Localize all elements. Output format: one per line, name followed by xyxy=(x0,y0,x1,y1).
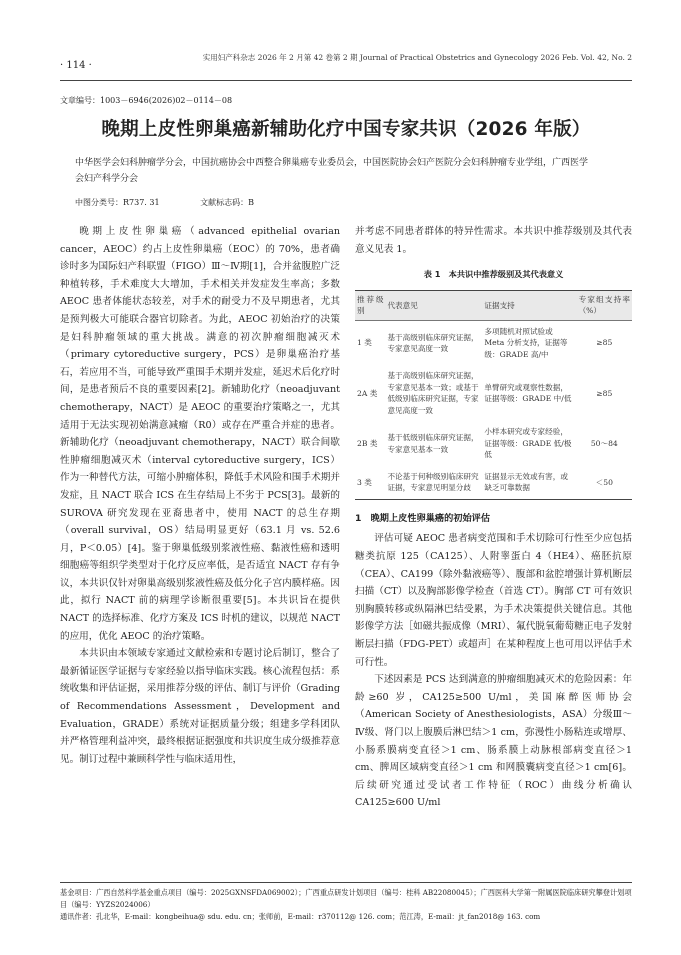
table-cell: ≥85 xyxy=(596,388,613,398)
table-cell: 多项随机对照试验或 Meta 分析支持，证据等级：GRADE 高/中 xyxy=(484,326,568,359)
recommendation-table xyxy=(355,290,632,500)
table-cell: 证据显示无效或有害，或缺乏可靠数据 xyxy=(482,466,576,500)
funding-note: 基金项目：广西自然科学基金重点项目（编号：2025GXNSFDA069002）；广西重点研发计划项目（编号：桂科 AB22080045）；广西医科大学第一附属医院临床研究攀登计划项目（编号：YYZS2024006） xyxy=(60,888,632,909)
table-cell: 小样本研究或专家经验，证据等级：GRADE 低/极低 xyxy=(484,427,572,460)
table-cell: ＜50 xyxy=(577,466,632,500)
document-code: 文献标志码：B xyxy=(200,198,254,207)
table-cell: 2B 类 xyxy=(357,438,378,448)
class-number: 中图分类号：R737. 31 xyxy=(75,198,160,207)
left-column xyxy=(60,223,340,768)
classification-row xyxy=(75,197,292,208)
body-paragraph: 本共识由本领域专家通过文献检索和专题讨论后制订，整合了最新循证医学证据与专家经验以指导临床实践。核心流程包括：系统收集和评估证据，采用推荐分级的评估、制订与评价（Grading of Recommendations Assessment，Development and Evaluation，GRADE）系统对证据质量分级；组建多学科团队并严格管理利益冲突，最终根据证据强度和共识度生成分级推荐意见。制订过程中兼顾科学性与临床适用性， xyxy=(60,648,340,765)
table-cell: 2A 类 xyxy=(357,388,378,398)
body-paragraph: 并考虑不同患者群体的特异性需求。本共识中推荐级别及其代表意义见表 1。 xyxy=(355,226,632,255)
table-header-row xyxy=(355,290,632,320)
table-header-cell: 推荐级别 xyxy=(355,290,385,320)
table-cell: 基于低级别临床研究证据，专家意见基本一致 xyxy=(387,433,479,454)
table-cell: 50～84 xyxy=(590,438,618,448)
table-row xyxy=(355,365,632,421)
table-row xyxy=(355,320,632,365)
table-cell: 3 类 xyxy=(355,466,385,500)
table-caption: 表 1 本共识中推荐级别及其代表意义 xyxy=(423,269,564,280)
author-list: 中华医学会妇科肿瘤学分会，中国抗癌协会中西整合卵巢癌专业委员会，中国医院协会妇产医院分会妇科肿瘤专业学组，广西医学会妇产科学分会 xyxy=(75,158,589,184)
article-title: 晚期上皮性卵巢癌新辅助化疗中国专家共识（2026 年版） xyxy=(101,119,591,140)
page-number: · 114 · xyxy=(60,60,92,71)
body-paragraph: 评估可疑 AEOC 患者病变范围和手术切除可行性至少应包括糖类抗原 125（CA125）、人附睾蛋白 4（HE4）、癌胚抗原（CEA）、CA199（除外黏液癌等）、腹部和盆腔增强计算机断层扫描（CT）以及胸部影像学检查（首选 CT）。胸部 CT 可有效识别胸膜转移或纵隔淋巴结受累，为手术决策提供关键信息。其他影像学方法［如磁共振成像（MRI）、氟代脱氧葡萄糖正电子发射断层扫描（FDG-PET）或超声］在某种程度上也可用以评估手术可行性。 xyxy=(355,533,632,668)
table-row xyxy=(355,421,632,466)
footnotes xyxy=(60,882,632,923)
body-paragraph: 下述因素是 PCS 达到满意的肿瘤细胞减灭术的危险因素：年龄≥60 岁，CA125≥500 U/ml，美国麻醉医师协会（American Society of Anesthesiologists，ASA）分级Ⅲ～Ⅳ级、肾门以上腹膜后淋巴结＞1 cm，弥漫性小肠粘连或增厚、小肠系膜病变直径＞1 cm、肠系膜上动脉根部病变直径＞1 cm、脾周区域病变直径＞1 cm 和网膜囊病变直径＞1 cm[6]。后续研究通过受试者工作特征（ROC）曲线分析确认 CA125≥600 U/ml xyxy=(355,674,632,809)
table-header-cell: 专家组支持率（%） xyxy=(577,290,632,320)
journal-info: 实用妇产科杂志 2026 年 2 月第 42 卷第 2 期 Journal of Practical Obstetrics and Gynecology 2026 Feb. Vol. 42, No. 2 xyxy=(202,53,632,62)
body-paragraph: 晚期上皮性卵巢癌（advanced epithelial ovarian cancer，AEOC）约占上皮性卵巢癌（EOC）的 70%，患者确诊时多为国际妇产科联盟（FIGO）Ⅲ～Ⅳ期[1]，合并盆腹腔广泛种植转移，手术难度大大增加，手术相关并发症发生率高；多数 AEOC 患者体能状态较差，对手术的耐受力不及早期患者，尤其是预判极大可能联合器官切除者。为此，AEOC 初始治疗的决策是妇科肿瘤领域的重大挑战。满意的初次肿瘤细胞减灭术（primary cytoreductive surgery，PCS）是卵巢癌治疗基石，若应用不当，可能导致严重围手术期并发症，延迟术后化疗时间，是患者预后不良的重要因素[2]。新辅助化疗（neoadjuvant chemotherapy，NACT）是 AEOC 的重要治疗策略之一，尤其适用于无法实现初始满意减瘤（R0）或存在严重合并症的患者。新辅助化疗（neoadjuvant chemotherapy，NACT）联合间歇性肿瘤细胞减灭术（interval cytoreductive surgery，ICS）作为一种替代方法，可缩小肿瘤体积，降低手术风险和围手术期并发症，且 NACT 联合 ICS 在生存结局上不劣于 PCS[3]。最新的 SUROVA 研究发现在亚裔患者中，使用 NACT 的总生存期（overall survival，OS）结局明显更好（63.1 月 vs. 52.6 月，P＜0.05）[4]。鉴于卵巢低级别浆液性癌、黏液性癌和透明细胞癌等组织学类型对于化疗反应率低，是否适宜 NACT 存有争议，本共识仅针对卵巢高级别浆液性癌及低分化子宫内膜样癌。因此，拟行 NACT 前的病理学诊断很重要[5]。本共识旨在提供 NACT 的选择标准、化疗方案及 ICS 时机的建议，以规范 NACT 的应用，优化 AEOC 的治疗策略。 xyxy=(60,226,340,642)
article-number: 文章编号：1003－6946(2026)02－0114－08 xyxy=(60,96,233,105)
table-header-cell: 代表意见 xyxy=(385,290,482,320)
table-cell: 单臂研究或观察性数据，证据等级：GRADE 中/低 xyxy=(484,382,572,404)
right-column xyxy=(355,223,632,812)
table-header-cell: 证据支持 xyxy=(482,290,576,320)
table-cell: 不论基于何种级别临床研究证据，专家意见明显分歧 xyxy=(385,466,482,500)
section-heading: 1 晚期上皮性卵巢癌的初始评估 xyxy=(355,512,491,524)
header-rule xyxy=(60,80,632,81)
table-row xyxy=(355,466,632,500)
table-cell: 基于高级别临床研究证据，专家意见基本一致；或基于低级别临床研究证据，专家意见高度一致 xyxy=(387,371,479,415)
corresponding-authors: 通讯作者：孔北华，E-mail：kongbeihua@ sdu. edu. cn；张师前，E-mail：r370112@ 126. com；范江涛，E-mail：jt_fan2018@ 163. com xyxy=(60,912,541,921)
table-cell: 1 类 xyxy=(357,338,372,348)
page-header xyxy=(60,52,632,72)
table-cell: ≥85 xyxy=(596,338,613,348)
table-cell: 基于高级别临床研究证据，专家意见高度一致 xyxy=(387,332,479,354)
